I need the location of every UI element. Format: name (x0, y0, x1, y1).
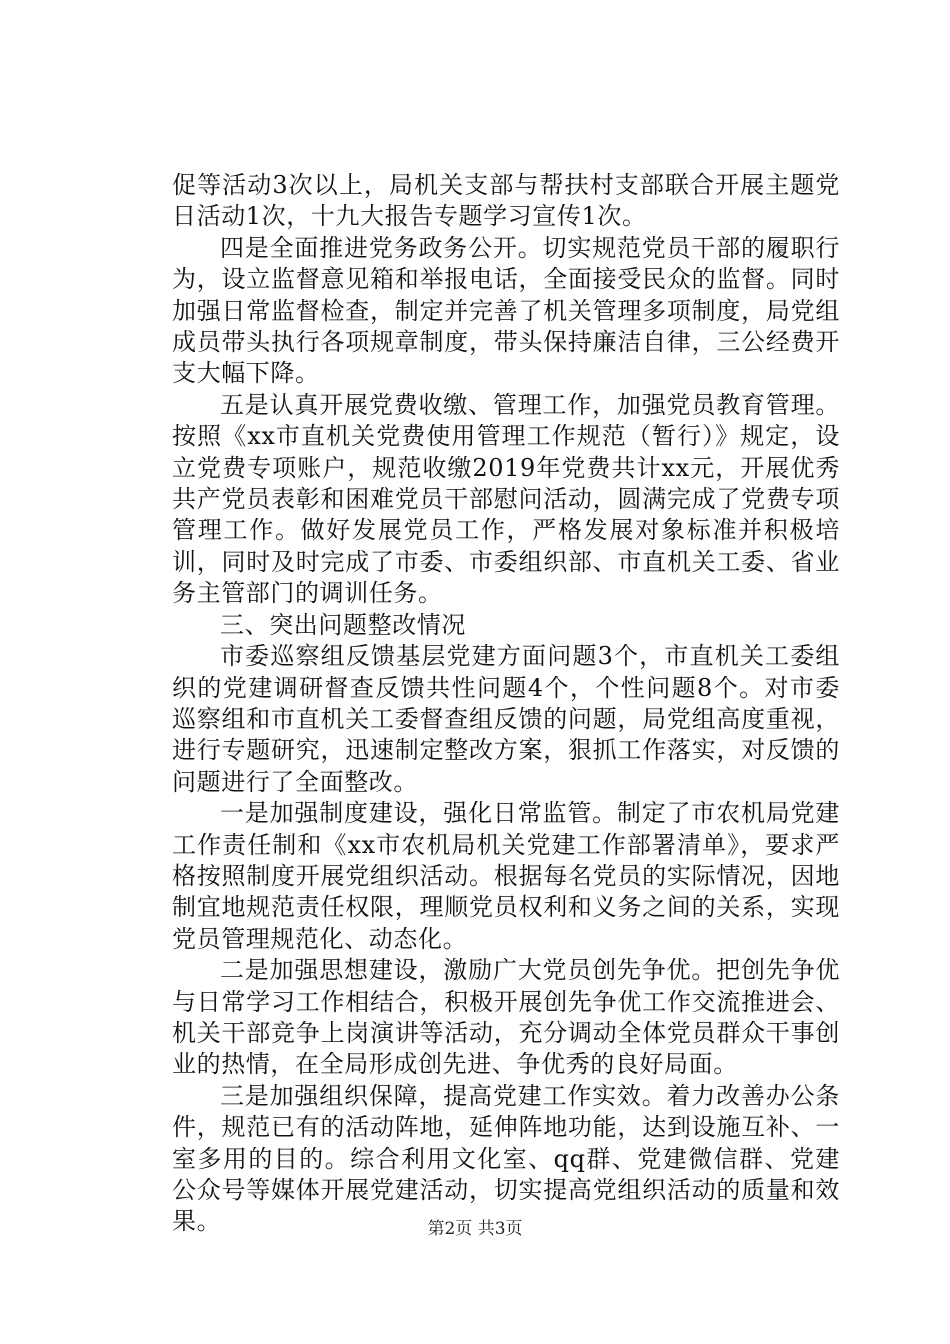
paragraph-item-four: 四是全面推进党务政务公开。切实规范党员干部的履职行为，设立监督意见箱和举报电话，全面接受民众的监督。同时加强日常监督检查，制定并完善了机关管理多项制度，局党组成员带头执行各项规章制度，带头保持廉洁自律，三公经费开支大幅下降。 (172, 233, 840, 388)
paragraph-item-five: 五是认真开展党费收缴、管理工作，加强党员教育管理。按照《xx市直机关党费使用管理工作规范（暂行）》规定，设立党费专项账户，规范收缴2019年党费共计xx元，开展优秀共产党员表彰和困难党员干部慰问活动，圆满完成了党费专项管理工作。做好发展党员工作，严格发展对象标准并积极培训，同时及时完成了市委、市委组织部、市直机关工委、省业务主管部门的调训任务。 (172, 390, 840, 608)
paragraph-item-two: 二是加强思想建设，激励广大党员创先争优。把创先争优与日常学习工作相结合，积极开展创先争优工作交流推进会、机关干部竞争上岗演讲等活动，充分调动全体党员群众干事创业的热情，在全局形成创先进、争优秀的良好局面。 (172, 956, 840, 1079)
document-body (172, 170, 840, 1238)
paragraph-item-three: 三是加强组织保障，提高党建工作实效。着力改善办公条件，规范已有的活动阵地，延伸阵地功能，达到设施互补、一室多用的目的。综合利用文化室、qq群、党建微信群、党建公众号等媒体开展党建活动，切实提高党组织活动的质量和效果。 (172, 1081, 840, 1236)
paragraph-continuation: 促等活动3次以上，局机关支部与帮扶村支部联合开展主题党日活动1次，十九大报告专题学习宣传1次。 (172, 171, 840, 231)
paragraph-item-one: 一是加强制度建设，强化日常监管。制定了市农机局党建工作责任制和《xx市农机局机关党建工作部署清单》，要求严格按照制度开展党组织活动。根据每名党员的实际情况，因地制宜地规范责任权限，理顺党员权利和义务之间的关系，实现党员管理规范化、动态化。 (172, 799, 840, 953)
section-heading: 三、突出问题整改情况 (220, 610, 466, 639)
page-footer: 第2页 共3页 (427, 1219, 523, 1239)
paragraph-rectification-overview: 市委巡察组反馈基层党建方面问题3个，市直机关工委组织的党建调研督查反馈共性问题4个，个性问题8个。对市委巡察组和市直机关工委督查组反馈的问题，局党组高度重视，进行专题研究，迅速制定整改方案，狠抓工作落实，对反馈的问题进行了全面整改。 (172, 642, 840, 796)
